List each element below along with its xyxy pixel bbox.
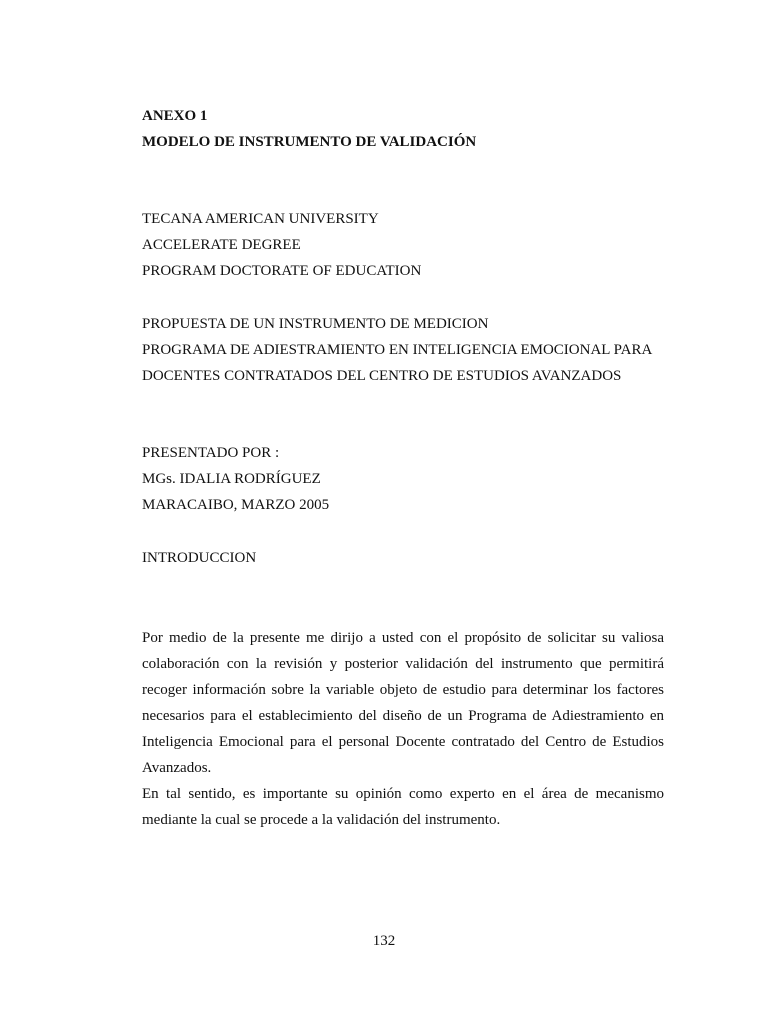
university-name: TECANA AMERICAN UNIVERSITY [142, 211, 379, 227]
proposal-line-2: PROGRAMA DE ADIESTRAMIENTO EN INTELIGENCIA EMOCIONAL PARA [142, 342, 653, 358]
annex-title: MODELO DE INSTRUMENTO DE VALIDACIÓN [142, 134, 477, 150]
presented-by-label: PRESENTADO POR : [142, 445, 280, 461]
place-date: MARACAIBO, MARZO 2005 [142, 497, 330, 513]
introduction-paragraph-2: En tal sentido, es importante su opinión como experto en el área de mecanismo mediante la cual se procede a la validación del instrumento. [142, 786, 664, 828]
presenter-name: MGs. IDALIA RODRÍGUEZ [142, 471, 321, 487]
proposal-line-3: DOCENTES CONTRATADOS DEL CENTRO DE ESTUDIOS AVANZADOS [142, 368, 622, 384]
introduction-body [142, 625, 664, 833]
proposal-line-1: PROPUESTA DE UN INSTRUMENTO DE MEDICION [142, 316, 489, 332]
introduction-heading: INTRODUCCION [142, 550, 257, 566]
program-name: PROGRAM DOCTORATE OF EDUCATION [142, 263, 422, 279]
introduction-paragraph-1: Por medio de la presente me dirijo a usted con el propósito de solicitar su valiosa colaboración con la revisión y posterior validación del instrumento que permitirá recoger información sobre la variable objeto de estudio para determinar los factores necesarios para el establecimiento del diseño de un Programa de Adiestramiento en Inteligencia Emocional para el personal Docente contratado del Centro de Estudios Avanzados. [142, 630, 664, 776]
annex-label: ANEXO 1 [142, 108, 208, 124]
page-number: 132 [372, 933, 396, 949]
degree-name: ACCELERATE DEGREE [142, 237, 301, 253]
